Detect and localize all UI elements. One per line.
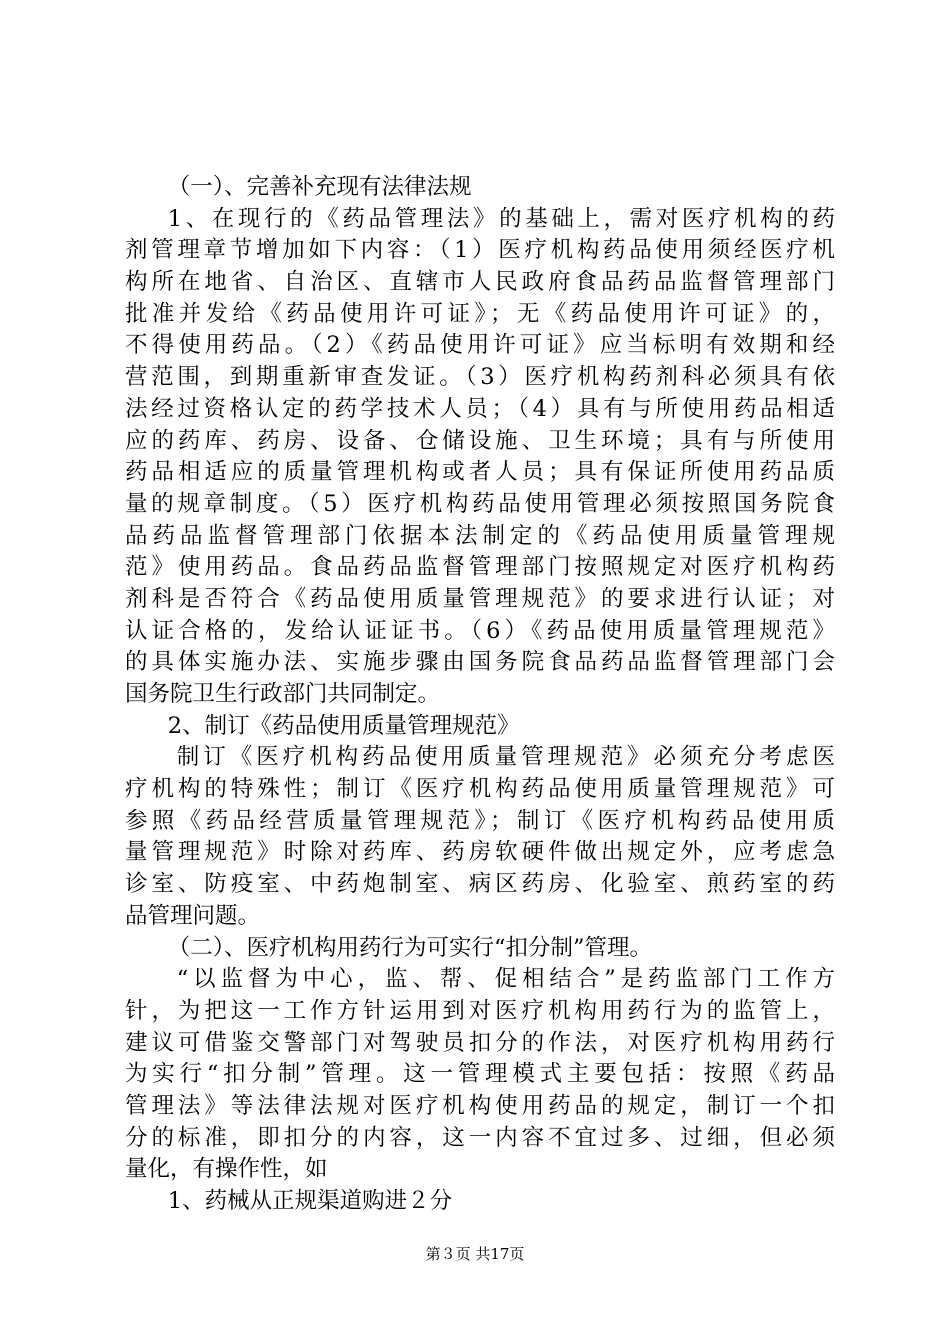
text-line: 分的标准，即扣分的内容，这一内容不宜过多、过细，但必须: [125, 1124, 835, 1151]
text-line: 2、制订《药品使用质量管理规范》: [167, 712, 520, 739]
text-line: 针，为把这一工作方针运用到对医疗机构用药行为的监管上，: [125, 997, 835, 1024]
text-line: 管理法》等法律法规对医疗机构使用药品的规定，制订一个扣: [125, 1092, 835, 1119]
text-line: 批准并发给《药品使用许可证》；无《药品使用许可证》的，: [125, 300, 835, 327]
text-line: 量化，有操作性，如: [125, 1156, 328, 1183]
page-footer: 第３页 共17页: [425, 1245, 525, 1263]
text-line: 药品相适应的质量管理机构或者人员；具有保证所使用药品质: [125, 459, 835, 486]
text-line: 诊室、防疫室、中药炮制室、病区药房、化验室、煎药室的药: [125, 871, 835, 898]
text-line: 量管理规范》时除对药库、药房软硬件做出规定外，应考虑急: [125, 839, 835, 866]
text-line: “以监督为中心，监、帮、促相结合”是药监部门工作方: [176, 966, 835, 993]
text-line: 建议可借鉴交警部门对驾驶员扣分的作法，对医疗机构用药行: [125, 1029, 835, 1056]
text-line: 剂管理章节增加如下内容：（1）医疗机构药品使用须经医疗机: [125, 237, 835, 264]
text-line: 国务院卫生行政部门共同制定。: [125, 681, 441, 707]
body-text: [125, 172, 835, 1218]
text-line: （二）、医疗机构用药行为可实行“扣分制”管理。: [167, 934, 653, 961]
text-line: 参照《药品经营质量管理规范》；制订《医疗机构药品使用质: [125, 807, 835, 834]
text-line: 1、在现行的《药品管理法》的基础上，需对医疗机构的药: [167, 205, 835, 232]
text-line: 法经过资格认定的药学技术人员；（4）具有与所使用药品相适: [125, 395, 835, 422]
text-line: （一）、完善补充现有法律法规: [167, 174, 472, 200]
text-line: 品药品监督管理部门依据本法制定的《药品使用质量管理规: [125, 522, 835, 549]
text-line: 量的规章制度。（5）医疗机构药品使用管理必须按照国务院食: [125, 490, 835, 517]
text-line: 不得使用药品。（2）《药品使用许可证》应当标明有效期和经: [125, 332, 835, 359]
text-line: 剂科是否符合《药品使用质量管理规范》的要求进行认证；对: [125, 585, 835, 612]
text-line: 1、药械从正规渠道购进２分: [167, 1188, 453, 1214]
text-line: 疗机构的特殊性；制订《医疗机构药品使用质量管理规范》可: [125, 776, 835, 803]
text-line: 为实行“扣分制”管理。这一管理模式主要包括：按照《药品: [125, 1061, 835, 1088]
text-line: 应的药库、药房、设备、仓储设施、卫生环境；具有与所使用: [125, 427, 835, 454]
text-line: 营范围，到期重新审查发证。（3）医疗机构药剂科必须具有依: [125, 364, 835, 391]
text-line: 的具体实施办法、实施步骤由国务院食品药品监督管理部门会: [125, 649, 835, 676]
text-line: 认证合格的，发给认证证书。（6）《药品使用质量管理规范》: [125, 617, 835, 644]
text-line: 范》使用药品。食品药品监督管理部门按照规定对医疗机构药: [125, 554, 835, 581]
text-line: 品管理问题。: [125, 902, 261, 929]
text-line: 制订《医疗机构药品使用质量管理规范》必须充分考虑医: [176, 744, 835, 771]
text-line: 构所在地省、自治区、直辖市人民政府食品药品监督管理部门: [125, 269, 835, 296]
